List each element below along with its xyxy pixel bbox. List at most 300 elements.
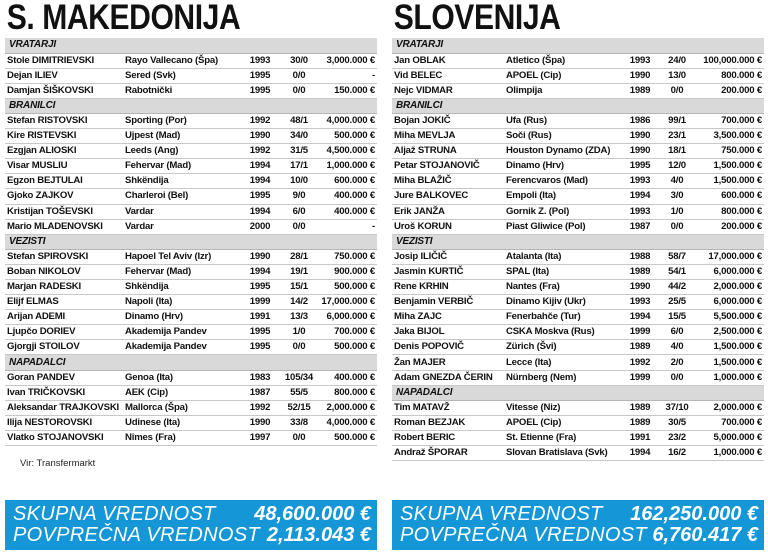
summary-average-row bbox=[400, 525, 758, 546]
player-caps-goals: 37/10 bbox=[658, 400, 696, 415]
player-name: Ezgjan ALIOSKI bbox=[5, 144, 123, 159]
player-name: Jure BALKOVEC bbox=[392, 189, 504, 204]
player-birth-year: 1986 bbox=[622, 113, 658, 128]
player-club: Zürich (Švi) bbox=[504, 340, 622, 355]
player-club: Dinamo (Hrv) bbox=[504, 159, 622, 174]
player-club: Vardar bbox=[123, 219, 241, 234]
player-market-value: 3,000.000 € bbox=[319, 53, 377, 68]
player-market-value: 200.000 € bbox=[696, 219, 764, 234]
player-row bbox=[392, 83, 764, 98]
player-name: Josip ILIČIČ bbox=[392, 249, 504, 264]
player-birth-year: 1995 bbox=[241, 68, 279, 83]
player-market-value: - bbox=[319, 219, 377, 234]
player-birth-year: 1995 bbox=[622, 159, 658, 174]
player-birth-year: 1995 bbox=[241, 340, 279, 355]
player-birth-year: 1989 bbox=[622, 340, 658, 355]
player-birth-year: 1989 bbox=[622, 400, 658, 415]
player-club: Olimpija bbox=[504, 83, 622, 98]
section-label: BRANILCI bbox=[5, 98, 377, 113]
player-row bbox=[392, 189, 764, 204]
player-market-value: 800.000 € bbox=[319, 385, 377, 400]
player-club: Nürnberg (Nem) bbox=[504, 370, 622, 385]
player-name: Kire RISTEVSKI bbox=[5, 129, 123, 144]
player-market-value: 400.000 € bbox=[319, 370, 377, 385]
player-birth-year: 1995 bbox=[241, 83, 279, 98]
summary-total-label: SKUPNA VREDNOST bbox=[13, 503, 216, 525]
player-birth-year: 1990 bbox=[241, 249, 279, 264]
player-name: Vid BELEC bbox=[392, 68, 504, 83]
player-name: Erik JANŽA bbox=[392, 204, 504, 219]
country-title: S. MAKEDONIJA bbox=[6, 0, 241, 37]
summary-total-value: 162,250.000 € bbox=[630, 503, 758, 525]
player-caps-goals: 0/0 bbox=[658, 219, 696, 234]
player-row bbox=[5, 295, 377, 310]
player-name: Egzon BEJTULAI bbox=[5, 174, 123, 189]
player-birth-year: 1994 bbox=[241, 264, 279, 279]
player-row bbox=[392, 249, 764, 264]
summary-box bbox=[392, 500, 764, 550]
player-name: Roman BEZJAK bbox=[392, 415, 504, 430]
player-birth-year: 1990 bbox=[622, 280, 658, 295]
roster-table bbox=[5, 38, 377, 446]
player-name: Jaka BIJOL bbox=[392, 325, 504, 340]
player-club: Houston Dynamo (ZDA) bbox=[504, 144, 622, 159]
player-name: Marjan RADESKI bbox=[5, 280, 123, 295]
player-birth-year: 1992 bbox=[241, 144, 279, 159]
player-caps-goals: 6/0 bbox=[658, 325, 696, 340]
player-name: Dejan ILIEV bbox=[5, 68, 123, 83]
player-club: Rabotnički bbox=[123, 83, 241, 98]
player-row bbox=[5, 415, 377, 430]
player-market-value: 100,000.000 € bbox=[696, 53, 764, 68]
player-caps-goals: 17/1 bbox=[279, 159, 319, 174]
player-birth-year: 1994 bbox=[622, 446, 658, 461]
player-name: Stole DIMITRIEVSKI bbox=[5, 53, 123, 68]
player-club: Leeds (Ang) bbox=[123, 144, 241, 159]
player-caps-goals: 1/0 bbox=[658, 204, 696, 219]
player-market-value: 1,500.000 € bbox=[696, 174, 764, 189]
player-club: Fehervar (Mad) bbox=[123, 159, 241, 174]
player-club: Napoli (Ita) bbox=[123, 295, 241, 310]
player-name: Goran PANDEV bbox=[5, 370, 123, 385]
section-header-row bbox=[5, 98, 377, 113]
section-header-row bbox=[392, 38, 764, 53]
player-caps-goals: 15/5 bbox=[658, 310, 696, 325]
player-market-value: 750.000 € bbox=[696, 144, 764, 159]
player-market-value: 1,000.000 € bbox=[319, 159, 377, 174]
roster-table bbox=[392, 38, 764, 461]
player-caps-goals: 4/0 bbox=[658, 340, 696, 355]
player-row bbox=[5, 219, 377, 234]
player-caps-goals: 30/5 bbox=[658, 415, 696, 430]
player-caps-goals: 34/0 bbox=[279, 129, 319, 144]
player-club: Atalanta (Ita) bbox=[504, 249, 622, 264]
player-row bbox=[392, 280, 764, 295]
player-caps-goals: 28/1 bbox=[279, 249, 319, 264]
player-market-value: 500.000 € bbox=[319, 340, 377, 355]
player-caps-goals: 0/0 bbox=[658, 370, 696, 385]
player-row bbox=[5, 400, 377, 415]
player-birth-year: 1987 bbox=[622, 219, 658, 234]
player-market-value: 700.000 € bbox=[696, 113, 764, 128]
player-club: Vardar bbox=[123, 204, 241, 219]
player-row bbox=[5, 83, 377, 98]
player-club: Vitesse (Niz) bbox=[504, 400, 622, 415]
player-market-value: 600.000 € bbox=[696, 189, 764, 204]
player-caps-goals: 0/0 bbox=[279, 219, 319, 234]
summary-average-value: 2,113.043 € bbox=[266, 524, 371, 546]
summary-total-value: 48,600.000 € bbox=[254, 503, 371, 525]
player-name: Vlatko STOJANOVSKI bbox=[5, 430, 123, 445]
player-row bbox=[5, 159, 377, 174]
summary-average-label: POVPREČNA VREDNOST bbox=[13, 524, 260, 546]
player-caps-goals: 13/0 bbox=[658, 68, 696, 83]
player-club: St. Etienne (Fra) bbox=[504, 430, 622, 445]
player-club: Nantes (Fra) bbox=[504, 280, 622, 295]
player-club: Charleroi (Bel) bbox=[123, 189, 241, 204]
player-market-value: 1,500.000 € bbox=[696, 340, 764, 355]
player-club: Gornik Z. (Pol) bbox=[504, 204, 622, 219]
player-market-value: 6,000.000 € bbox=[696, 295, 764, 310]
player-market-value: 900.000 € bbox=[319, 264, 377, 279]
player-caps-goals: 23/1 bbox=[658, 129, 696, 144]
player-name: Tim MATAVŽ bbox=[392, 400, 504, 415]
player-caps-goals: 24/0 bbox=[658, 53, 696, 68]
player-birth-year: 1993 bbox=[622, 53, 658, 68]
player-club: AEK (Cip) bbox=[123, 385, 241, 400]
player-name: Andraž ŠPORAR bbox=[392, 446, 504, 461]
player-caps-goals: 31/5 bbox=[279, 144, 319, 159]
player-name: Petar STOJANOVIČ bbox=[392, 159, 504, 174]
player-row bbox=[392, 129, 764, 144]
player-caps-goals: 33/8 bbox=[279, 415, 319, 430]
player-caps-goals: 18/1 bbox=[658, 144, 696, 159]
player-birth-year: 1992 bbox=[622, 355, 658, 370]
player-name: Nejc VIDMAR bbox=[392, 83, 504, 98]
player-caps-goals: 58/7 bbox=[658, 249, 696, 264]
player-birth-year: 1990 bbox=[241, 415, 279, 430]
player-caps-goals: 4/0 bbox=[658, 174, 696, 189]
player-row bbox=[392, 340, 764, 355]
player-birth-year: 1999 bbox=[622, 325, 658, 340]
player-club: Lecce (Ita) bbox=[504, 355, 622, 370]
player-caps-goals: 105/34 bbox=[279, 370, 319, 385]
player-row bbox=[5, 264, 377, 279]
player-name: Mario MLADENOVSKI bbox=[5, 219, 123, 234]
player-row bbox=[5, 53, 377, 68]
player-name: Miha MEVLJA bbox=[392, 129, 504, 144]
player-club: CSKA Moskva (Rus) bbox=[504, 325, 622, 340]
player-club: Sered (Svk) bbox=[123, 68, 241, 83]
player-club: Rayo Vallecano (Špa) bbox=[123, 53, 241, 68]
section-label: NAPADALCI bbox=[392, 385, 764, 400]
player-birth-year: 2000 bbox=[241, 219, 279, 234]
player-market-value: 600.000 € bbox=[319, 174, 377, 189]
player-club: Dinamo (Hrv) bbox=[123, 310, 241, 325]
player-name: Aljaž STRUNA bbox=[392, 144, 504, 159]
player-caps-goals: 0/0 bbox=[658, 83, 696, 98]
player-caps-goals: 99/1 bbox=[658, 113, 696, 128]
player-caps-goals: 9/0 bbox=[279, 189, 319, 204]
player-club: Soči (Rus) bbox=[504, 129, 622, 144]
player-birth-year: 1999 bbox=[622, 370, 658, 385]
player-club: Shkëndija bbox=[123, 280, 241, 295]
country-title: SLOVENIJA bbox=[393, 0, 561, 37]
player-birth-year: 1987 bbox=[241, 385, 279, 400]
player-birth-year: 1989 bbox=[622, 415, 658, 430]
player-caps-goals: 0/0 bbox=[279, 83, 319, 98]
player-birth-year: 1993 bbox=[241, 53, 279, 68]
player-row bbox=[392, 370, 764, 385]
player-name: Kristijan TOŠEVSKI bbox=[5, 204, 123, 219]
player-club: Dinamo Kijiv (Ukr) bbox=[504, 295, 622, 310]
player-market-value: 750.000 € bbox=[319, 249, 377, 264]
player-birth-year: 1988 bbox=[622, 249, 658, 264]
player-row bbox=[5, 144, 377, 159]
player-market-value: 400.000 € bbox=[319, 189, 377, 204]
player-name: Miha BLAŽIČ bbox=[392, 174, 504, 189]
player-name: Ilija NESTOROVSKI bbox=[5, 415, 123, 430]
player-name: Stefan RISTOVSKI bbox=[5, 113, 123, 128]
section-label: VEZISTI bbox=[392, 234, 764, 249]
player-market-value: 4,500.000 € bbox=[319, 144, 377, 159]
player-caps-goals: 55/5 bbox=[279, 385, 319, 400]
player-caps-goals: 16/2 bbox=[658, 446, 696, 461]
summary-average-value: 6,760.417 € bbox=[652, 524, 758, 546]
player-caps-goals: 54/1 bbox=[658, 264, 696, 279]
player-row bbox=[5, 68, 377, 83]
player-market-value: 5,500.000 € bbox=[696, 310, 764, 325]
player-caps-goals: 19/1 bbox=[279, 264, 319, 279]
player-caps-goals: 48/1 bbox=[279, 113, 319, 128]
player-name: Gjoko ZAJKOV bbox=[5, 189, 123, 204]
player-club: Slovan Bratislava (Svk) bbox=[504, 446, 622, 461]
section-label: VRATARJI bbox=[392, 38, 764, 53]
player-birth-year: 1983 bbox=[241, 370, 279, 385]
section-header-row bbox=[392, 234, 764, 249]
player-caps-goals: 0/0 bbox=[279, 430, 319, 445]
player-club: Fenerbahče (Tur) bbox=[504, 310, 622, 325]
player-market-value: 2,000.000 € bbox=[319, 400, 377, 415]
player-club: Atletico (Špa) bbox=[504, 53, 622, 68]
player-caps-goals: 44/2 bbox=[658, 280, 696, 295]
player-birth-year: 1994 bbox=[622, 310, 658, 325]
player-market-value: - bbox=[319, 68, 377, 83]
player-market-value: 1,500.000 € bbox=[696, 355, 764, 370]
section-label: VEZISTI bbox=[5, 234, 377, 249]
player-name: Gjorgji STOILOV bbox=[5, 340, 123, 355]
player-market-value: 700.000 € bbox=[696, 415, 764, 430]
player-row bbox=[392, 325, 764, 340]
player-birth-year: 1995 bbox=[241, 280, 279, 295]
section-label: BRANILCI bbox=[392, 98, 764, 113]
player-club: Ujpest (Mad) bbox=[123, 129, 241, 144]
player-birth-year: 1991 bbox=[241, 310, 279, 325]
summary-average-row bbox=[13, 525, 371, 546]
player-caps-goals: 2/0 bbox=[658, 355, 696, 370]
player-row bbox=[392, 310, 764, 325]
player-club: Empoli (Ita) bbox=[504, 189, 622, 204]
player-market-value: 6,000.000 € bbox=[319, 310, 377, 325]
player-market-value: 2,000.000 € bbox=[696, 400, 764, 415]
player-club: Akademija Pandev bbox=[123, 340, 241, 355]
player-market-value: 1,000.000 € bbox=[696, 370, 764, 385]
player-row bbox=[392, 295, 764, 310]
player-name: Bojan JOKIČ bbox=[392, 113, 504, 128]
player-name: Jan OBLAK bbox=[392, 53, 504, 68]
panel-slovenia bbox=[392, 0, 764, 461]
player-row bbox=[392, 415, 764, 430]
player-birth-year: 1994 bbox=[241, 204, 279, 219]
player-row bbox=[392, 355, 764, 370]
summary-total-label: SKUPNA VREDNOST bbox=[400, 503, 603, 525]
player-birth-year: 1997 bbox=[241, 430, 279, 445]
player-birth-year: 1992 bbox=[241, 400, 279, 415]
player-market-value: 1,500.000 € bbox=[696, 159, 764, 174]
summary-box bbox=[5, 500, 377, 550]
source-note: Vir: Transfermarkt bbox=[20, 458, 96, 469]
player-name: Denis POPOVIČ bbox=[392, 340, 504, 355]
player-name: Stefan SPIROVSKI bbox=[5, 249, 123, 264]
player-club: Ufa (Rus) bbox=[504, 113, 622, 128]
player-name: Visar MUSLIU bbox=[5, 159, 123, 174]
player-row bbox=[392, 144, 764, 159]
player-market-value: 4,000.000 € bbox=[319, 113, 377, 128]
player-market-value: 5,000.000 € bbox=[696, 430, 764, 445]
player-birth-year: 1993 bbox=[622, 174, 658, 189]
player-club: Sporting (Por) bbox=[123, 113, 241, 128]
player-market-value: 2,000.000 € bbox=[696, 280, 764, 295]
player-name: Ivan TRIČKOVSKI bbox=[5, 385, 123, 400]
player-row bbox=[392, 68, 764, 83]
player-birth-year: 1990 bbox=[622, 68, 658, 83]
player-birth-year: 1994 bbox=[241, 174, 279, 189]
player-market-value: 200.000 € bbox=[696, 83, 764, 98]
player-birth-year: 1999 bbox=[241, 295, 279, 310]
player-caps-goals: 23/2 bbox=[658, 430, 696, 445]
player-caps-goals: 12/0 bbox=[658, 159, 696, 174]
player-name: Arijan ADEMI bbox=[5, 310, 123, 325]
player-caps-goals: 0/0 bbox=[279, 68, 319, 83]
player-row bbox=[392, 204, 764, 219]
player-name: Miha ZAJC bbox=[392, 310, 504, 325]
summary-total-row bbox=[13, 504, 371, 525]
section-header-row bbox=[392, 98, 764, 113]
player-market-value: 3,500.000 € bbox=[696, 129, 764, 144]
section-header-row bbox=[392, 385, 764, 400]
summary-total-row bbox=[400, 504, 758, 525]
player-row bbox=[392, 219, 764, 234]
player-birth-year: 1990 bbox=[241, 129, 279, 144]
player-caps-goals: 3/0 bbox=[658, 189, 696, 204]
player-row bbox=[5, 204, 377, 219]
player-club: Shkëndija bbox=[123, 174, 241, 189]
player-caps-goals: 0/0 bbox=[279, 340, 319, 355]
player-caps-goals: 52/15 bbox=[279, 400, 319, 415]
player-caps-goals: 30/0 bbox=[279, 53, 319, 68]
player-row bbox=[5, 370, 377, 385]
player-caps-goals: 13/3 bbox=[279, 310, 319, 325]
player-market-value: 2,500.000 € bbox=[696, 325, 764, 340]
player-name: Žan MAJER bbox=[392, 355, 504, 370]
player-row bbox=[392, 174, 764, 189]
player-row bbox=[5, 430, 377, 445]
player-market-value: 800.000 € bbox=[696, 68, 764, 83]
player-row bbox=[392, 446, 764, 461]
player-birth-year: 1989 bbox=[622, 83, 658, 98]
player-club: SPAL (Ita) bbox=[504, 264, 622, 279]
player-row bbox=[392, 159, 764, 174]
player-birth-year: 1995 bbox=[241, 189, 279, 204]
player-name: Jasmin KURTIČ bbox=[392, 264, 504, 279]
player-birth-year: 1994 bbox=[241, 159, 279, 174]
player-caps-goals: 25/5 bbox=[658, 295, 696, 310]
player-caps-goals: 15/1 bbox=[279, 280, 319, 295]
player-name: Boban NIKOLOV bbox=[5, 264, 123, 279]
player-caps-goals: 14/2 bbox=[279, 295, 319, 310]
player-row bbox=[5, 385, 377, 400]
player-market-value: 500.000 € bbox=[319, 129, 377, 144]
player-birth-year: 1994 bbox=[622, 189, 658, 204]
player-birth-year: 1990 bbox=[622, 144, 658, 159]
player-market-value: 6,000.000 € bbox=[696, 264, 764, 279]
player-row bbox=[392, 400, 764, 415]
player-market-value: 1,000.000 € bbox=[696, 446, 764, 461]
player-row bbox=[5, 340, 377, 355]
section-header-row bbox=[5, 355, 377, 370]
player-market-value: 500.000 € bbox=[319, 430, 377, 445]
section-label: VRATARJI bbox=[5, 38, 377, 53]
player-caps-goals: 1/0 bbox=[279, 325, 319, 340]
player-market-value: 150.000 € bbox=[319, 83, 377, 98]
player-market-value: 17,000.000 € bbox=[319, 295, 377, 310]
player-market-value: 4,000.000 € bbox=[319, 415, 377, 430]
player-club: Ferencvaros (Mad) bbox=[504, 174, 622, 189]
player-club: Udinese (Ita) bbox=[123, 415, 241, 430]
player-market-value: 800.000 € bbox=[696, 204, 764, 219]
player-name: Benjamin VERBIČ bbox=[392, 295, 504, 310]
player-row bbox=[5, 189, 377, 204]
player-market-value: 700.000 € bbox=[319, 325, 377, 340]
player-birth-year: 1992 bbox=[241, 113, 279, 128]
player-row bbox=[5, 310, 377, 325]
player-row bbox=[392, 53, 764, 68]
player-club: APOEL (Cip) bbox=[504, 415, 622, 430]
player-market-value: 400.000 € bbox=[319, 204, 377, 219]
player-name: Robert BERIC bbox=[392, 430, 504, 445]
section-label: NAPADALCI bbox=[5, 355, 377, 370]
player-name: Aleksandar TRAJKOVSKI bbox=[5, 400, 123, 415]
player-club: Hapoel Tel Aviv (Izr) bbox=[123, 249, 241, 264]
section-header-row bbox=[5, 234, 377, 249]
player-name: Uroš KORUN bbox=[392, 219, 504, 234]
panel-north-macedonia bbox=[5, 0, 377, 446]
player-market-value: 500.000 € bbox=[319, 280, 377, 295]
player-row bbox=[5, 249, 377, 264]
player-row bbox=[5, 280, 377, 295]
player-caps-goals: 6/0 bbox=[279, 204, 319, 219]
player-row bbox=[5, 174, 377, 189]
player-caps-goals: 10/0 bbox=[279, 174, 319, 189]
player-birth-year: 1993 bbox=[622, 204, 658, 219]
player-club: Fehervar (Mad) bbox=[123, 264, 241, 279]
player-birth-year: 1989 bbox=[622, 264, 658, 279]
player-club: Akademija Pandev bbox=[123, 325, 241, 340]
player-market-value: 17,000.000 € bbox=[696, 249, 764, 264]
player-club: APOEL (Cip) bbox=[504, 68, 622, 83]
player-name: Elijf ELMAS bbox=[5, 295, 123, 310]
player-birth-year: 1990 bbox=[622, 129, 658, 144]
